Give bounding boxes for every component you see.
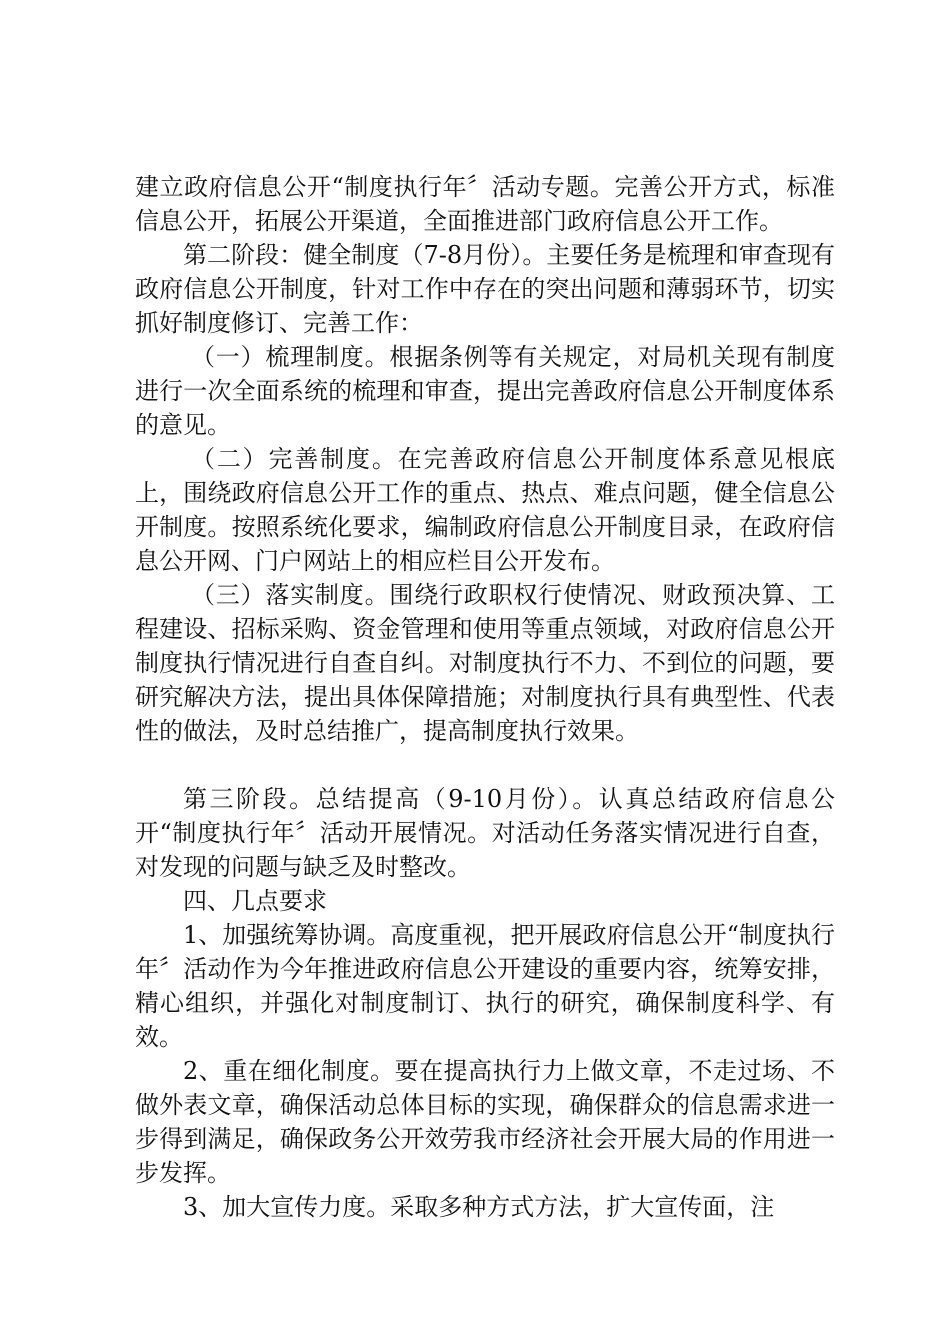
paragraph-item-two: （二）完善制度。在完善政府信息公开制度体系意见根底上，围绕政府信息公开工作的重点、热点、难点问题，健全信息公开制度。按照系统化要求，编制政府信息公开制度目录，在政府信息公开网、门户网站上的相应栏目公开发布。 — [135, 445, 835, 575]
section-heading-requirements: 四、几点要求 — [183, 887, 327, 915]
paragraph-stage-two: 第二阶段：健全制度（7-8月份）。主要任务是梳理和审查现有政府信息公开制度，针对工作中存在的突出问题和薄弱环节，切实抓好制度修订、完善工作： — [135, 241, 835, 337]
paragraph-item-one: （一）梳理制度。根据条例等有关规定，对局机关现有制度进行一次全面系统的梳理和审查，提出完善政府信息公开制度体系的意见。 — [135, 343, 835, 439]
paragraph-requirement-two: 2、重在细化制度。要在提高执行力上做文章，不走过场、不做外表文章，确保活动总体目标的实现，确保群众的信息需求进一步得到满足，确保政务公开效劳我市经济社会开展大局的作用进一步发挥。 — [135, 1057, 835, 1187]
paragraph-stage-three: 第三阶段。总结提高（9-10月份）。认真总结政府信息公开“制度执行年〞活动开展情况。对活动任务落实情况进行自查，对发现的问题与缺乏及时整改。 — [135, 785, 835, 881]
paragraph-requirement-one: 1、加强统筹协调。高度重视，把开展政府信息公开“制度执行年〞活动作为今年推进政府信息公开建设的重要内容，统筹安排，精心组织，并强化对制度制订、执行的研究，确保制度科学、有效。 — [135, 921, 835, 1051]
document-body — [135, 170, 835, 1224]
paragraph-item-three: （三）落实制度。围绕行政职权行使情况、财政预决算、工程建设、招标采购、资金管理和使用等重点领域，对政府信息公开制度执行情况进行自查自纠。对制度执行不力、不到位的问题，要研究解决方法，提出具体保障措施；对制度执行具有典型性、代表性的做法，及时总结推广，提高制度执行效果。 — [135, 581, 835, 745]
paragraph-continuation: 建立政府信息公开“制度执行年〞活动专题。完善公开方式，标准信息公开，拓展公开渠道，全面推进部门政府信息公开工作。 — [135, 173, 835, 235]
paragraph-requirement-three: 3、加大宣传力度。采取多种方式方法，扩大宣传面，注 — [183, 1193, 775, 1221]
